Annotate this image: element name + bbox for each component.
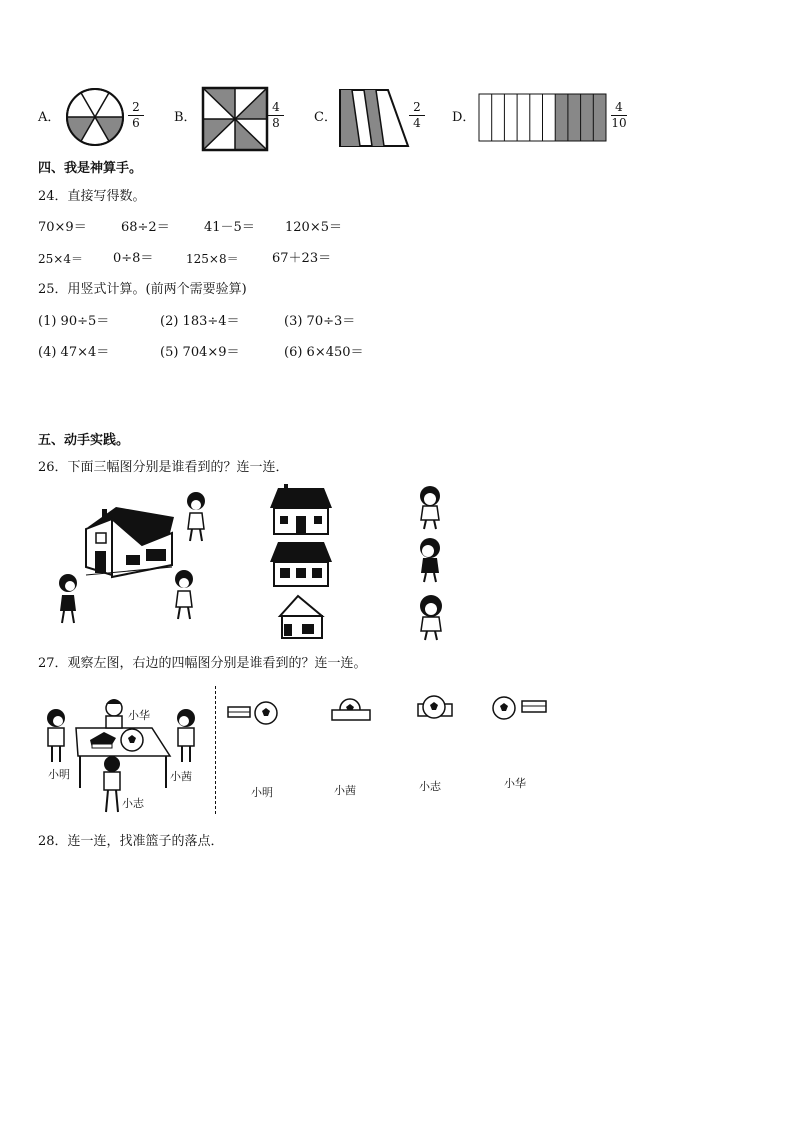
house-gable-view bbox=[278, 594, 326, 640]
q25-item: (1) 90÷5＝ bbox=[38, 314, 110, 329]
view-label: 小华 bbox=[504, 777, 526, 790]
house-scene-figure bbox=[46, 485, 211, 630]
view-label: 小茜 bbox=[334, 784, 356, 797]
dashed-divider bbox=[215, 686, 216, 814]
child-figure bbox=[410, 594, 452, 642]
q28-title: 28．连一连，找准篮子的落点． bbox=[38, 834, 224, 849]
view-label: 小明 bbox=[251, 786, 273, 799]
q26-title: 26．下面三幅图分别是谁看到的？连一连． bbox=[38, 460, 289, 475]
q24-item: 67＋23＝ bbox=[272, 251, 332, 266]
q25-item: (3) 70÷3＝ bbox=[284, 314, 356, 329]
q24-item: 70×9＝ bbox=[38, 220, 87, 235]
option-a-letter: A． bbox=[38, 110, 61, 125]
view-label: 小志 bbox=[419, 780, 441, 793]
scene-label-xiaohua: 小华 bbox=[128, 709, 150, 722]
house-side-view bbox=[268, 540, 334, 588]
scene-label-xiaozhi: 小志 bbox=[122, 797, 144, 810]
child-figure bbox=[410, 484, 450, 530]
view-box-ball bbox=[226, 700, 280, 726]
section5-heading: 五、动手实践。 bbox=[38, 433, 130, 448]
option-d-letter: D． bbox=[452, 110, 476, 125]
q24-item: 125×8＝ bbox=[186, 252, 239, 266]
option-b-letter: B． bbox=[174, 110, 197, 125]
option-d-fraction: 4 10 bbox=[611, 100, 627, 130]
q24-title: 24．直接写得数。 bbox=[38, 189, 146, 204]
q24-item: 0÷8＝ bbox=[113, 251, 154, 266]
scene-label-xiaoming: 小明 bbox=[48, 768, 70, 781]
house-front-view bbox=[268, 484, 334, 536]
q25-item: (2) 183÷4＝ bbox=[160, 314, 240, 329]
parallelogram-quarters-figure bbox=[338, 88, 410, 148]
view-ball-behind-box bbox=[330, 698, 372, 724]
option-a-fraction: 2 6 bbox=[126, 101, 146, 130]
view-ball-box bbox=[492, 696, 550, 722]
q24-item: 41－5＝ bbox=[204, 220, 255, 235]
q25-item: (4) 47×4＝ bbox=[38, 345, 110, 360]
section4-heading: 四、我是神算手。 bbox=[38, 161, 143, 176]
option-c-fraction: 2 4 bbox=[407, 101, 427, 130]
child-figure bbox=[410, 536, 450, 584]
square-eighths-figure bbox=[202, 87, 268, 151]
scene-label-xiaoqian: 小茜 bbox=[170, 770, 192, 783]
q24-item: 120×5＝ bbox=[285, 220, 342, 235]
option-b-fraction: 4 8 bbox=[266, 101, 286, 130]
strip-tenths-figure bbox=[478, 93, 608, 143]
q25-item: (5) 704×9＝ bbox=[160, 345, 240, 360]
q25-item: (6) 6×450＝ bbox=[284, 345, 364, 360]
q24-item: 25×4＝ bbox=[38, 252, 83, 266]
option-c-letter: C． bbox=[314, 110, 337, 125]
q25-title: 25．用竖式计算。(前两个需要验算) bbox=[38, 282, 247, 297]
view-ball-over-box bbox=[415, 694, 455, 722]
q27-title: 27．观察左图，右边的四幅图分别是谁看到的？连一连。 bbox=[38, 656, 367, 671]
circle-sixths-figure bbox=[64, 87, 128, 147]
q24-item: 68÷2＝ bbox=[121, 220, 170, 235]
